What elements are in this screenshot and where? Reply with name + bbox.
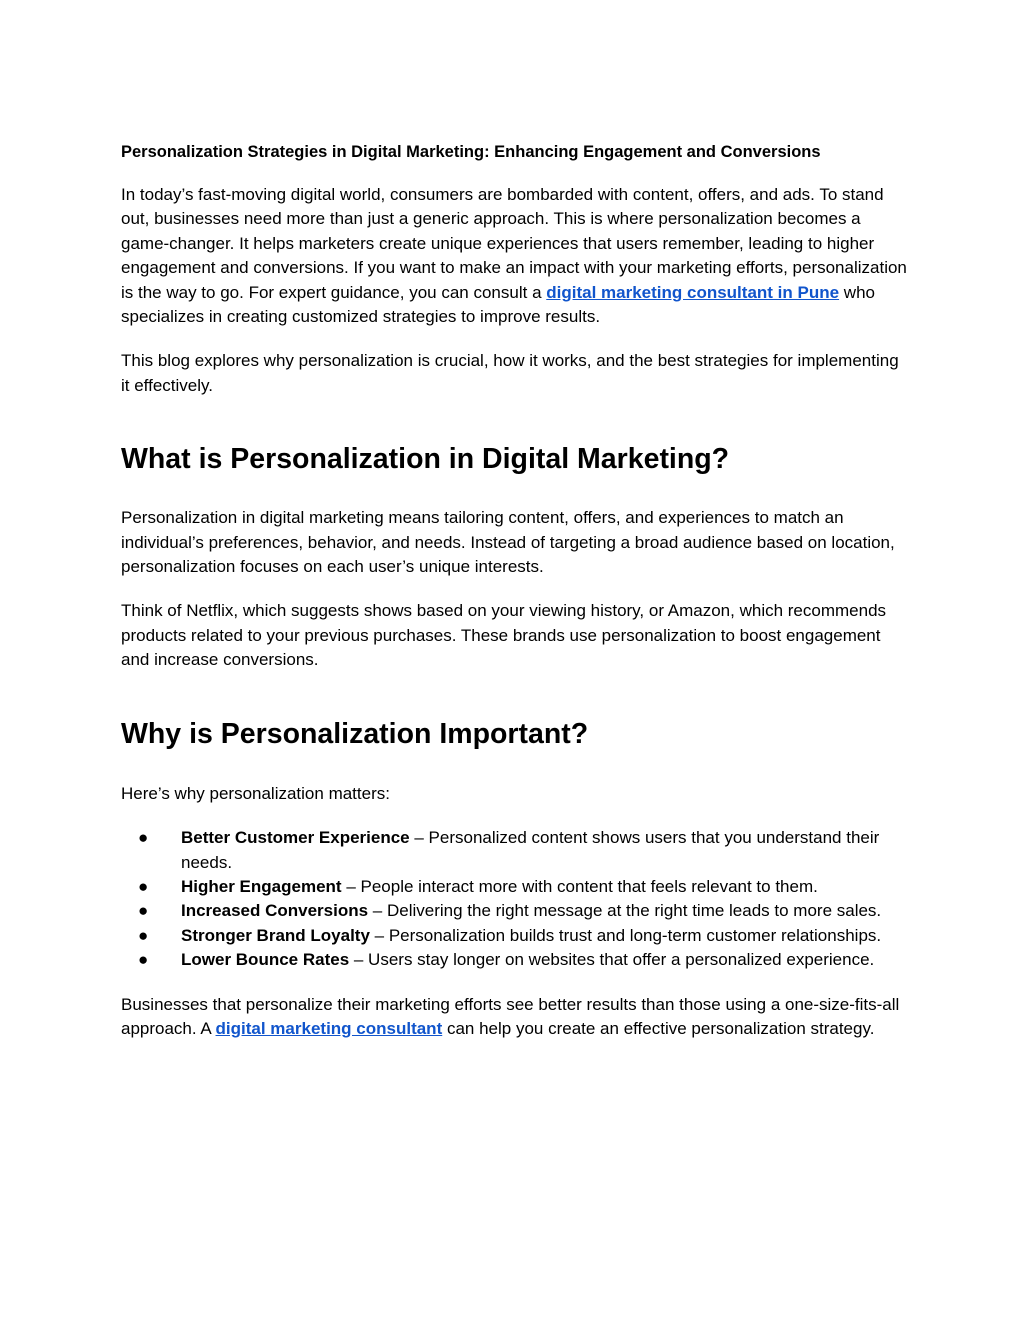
bullet-text: – Personalized content shows users that you understand their needs.: [181, 828, 880, 872]
bullet-term: Better Customer Experience: [181, 828, 410, 848]
bullet-icon: ●: [138, 828, 149, 848]
bullet-icon: ●: [138, 950, 149, 970]
list-item: [121, 924, 911, 948]
intro-paragraph-2: This blog explores why personalization is crucial, how it works, and the best strategies for implementing it effectively.: [121, 351, 899, 395]
examples-paragraph: Think of Netflix, which suggests shows based on your viewing history, or Amazon, which recommends products related to your previous purchases. These brands use personalization to boost engagement and increase conversions.: [121, 601, 887, 670]
bullet-text: – Users stay longer on websites that offer a personalized experience.: [349, 950, 875, 970]
closing-text-after-link: can help you create an effective personalization strategy.: [442, 1018, 875, 1038]
bullet-icon: ●: [138, 925, 149, 945]
bullets-lead-paragraph: Here’s why personalization matters:: [121, 783, 390, 803]
bullet-text: – Delivering the right message at the right time leads to more sales.: [368, 901, 882, 921]
list-item: [121, 875, 911, 899]
intro-paragraph: [121, 183, 911, 329]
consultant-link[interactable]: digital marketing consultant: [215, 1018, 443, 1038]
closing-paragraph: [121, 993, 911, 1042]
consultant-pune-link[interactable]: digital marketing consultant in Pune: [546, 282, 840, 302]
intro-text-before-link: In today’s fast-moving digital world, consumers are bombarded with content, offers, and ads. To stand out, businesses need more than just a generic approach. This is where personalization becomes a game-changer. It helps marketers create unique experiences that users remember, leading to higher engagement and conversions. If you want to make an impact with your marketing efforts, personalization is the way to go. For expert guidance, you can consult a: [121, 185, 907, 302]
bullet-icon: ●: [138, 901, 149, 921]
bullet-term: Higher Engagement: [181, 876, 342, 896]
bullet-term: Stronger Brand Loyalty: [181, 925, 370, 945]
bullet-term: Increased Conversions: [181, 901, 369, 921]
document-page: [121, 140, 911, 1061]
list-item: [121, 826, 911, 875]
definition-paragraph: Personalization in digital marketing means tailoring content, offers, and experiences to match an individual’s preferences, behavior, and needs. Instead of targeting a broad audience based on location, personalization focuses on each user’s unique interests.: [121, 508, 895, 577]
list-item: [121, 899, 911, 923]
list-item: [121, 948, 911, 972]
bullet-text: – People interact more with content that feels relevant to them.: [341, 876, 818, 896]
section-heading-why-important: Why is Personalization Important?: [121, 717, 589, 750]
section-heading-what-is: What is Personalization in Digital Marketing?: [121, 443, 730, 476]
bullet-text: – Personalization builds trust and long-term customer relationships.: [369, 925, 882, 945]
intro-text-after-link: who specializes in creating customized strategies to improve results.: [121, 282, 875, 327]
bullet-icon: ●: [138, 876, 149, 896]
bullet-term: Lower Bounce Rates: [181, 950, 350, 970]
document-title: Personalization Strategies in Digital Marketing: Enhancing Engagement and Conversions: [121, 143, 821, 161]
closing-text-before-link: Businesses that personalize their marketing efforts see better results than those using a one-size-fits-all approach. A: [121, 994, 900, 1038]
benefits-list: [121, 826, 911, 972]
